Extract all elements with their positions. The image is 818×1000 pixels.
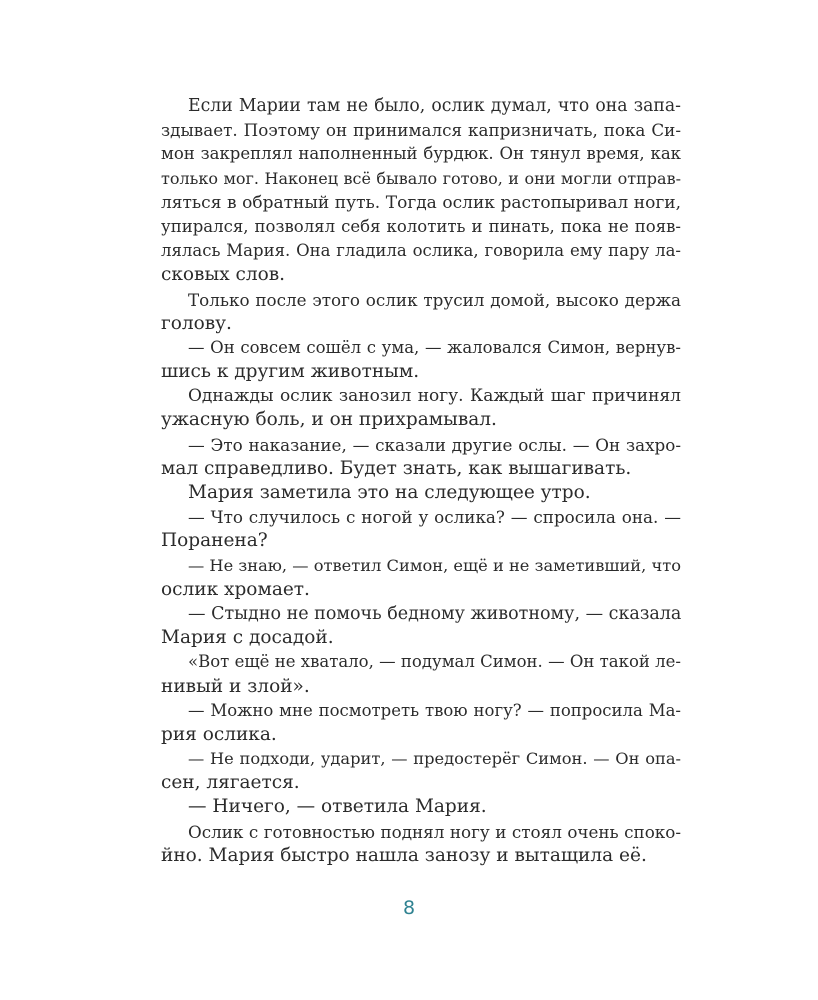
text-line: Мария заметила это на следующее утро. bbox=[188, 482, 591, 503]
text-line: ляться в обратный путь. Тогда ослик растопыривал ноги, bbox=[161, 192, 681, 213]
text-line: шись к другим животным. bbox=[161, 361, 420, 383]
text-line: сковых слов. bbox=[161, 264, 286, 286]
text-line: «Вот ещё не хватало, — подумал Симон. — Он такой ле- bbox=[188, 652, 681, 672]
text-line: — Это наказание, — сказали другие ослы. — Он захро- bbox=[188, 434, 681, 455]
text-line: мон закреплял наполненный бурдюк. Он тянул время, как bbox=[161, 144, 681, 164]
text-line: — Стыдно не помочь бедному животному, — сказала bbox=[188, 603, 682, 624]
text-line: ужасную боль, и он прихрамывал. bbox=[161, 409, 497, 431]
text-line: только мог. Наконец всё бывало готово, и они могли отправ- bbox=[161, 168, 681, 188]
text-line: лялась Мария. Она гладила ослика, говорила ему пару ла- bbox=[161, 241, 681, 261]
text-line: Ослик с готовностью поднял ногу и стоял очень споко- bbox=[188, 821, 681, 842]
text-line: Мария с досадой. bbox=[161, 627, 334, 649]
text-line: Поранена? bbox=[161, 530, 268, 552]
text-line: — Не знаю, — ответил Симон, ещё и не заметивший, что bbox=[188, 555, 681, 575]
page-number: 8 bbox=[402, 897, 416, 919]
text-line: — Можно мне посмотреть твою ногу? — попросила Ма- bbox=[188, 700, 681, 720]
text-line: рия ослика. bbox=[161, 723, 277, 745]
text-line: здывает. Поэтому он принимался капризничать, пока Си- bbox=[161, 120, 681, 141]
text-line: нивый и злой». bbox=[161, 675, 310, 697]
body-text bbox=[161, 94, 681, 868]
text-line: упирался, позволял себя колотить и пинать, пока не появ- bbox=[161, 216, 681, 236]
text-line: — Не подходи, ударит, — предостерёг Симон. — Он опа- bbox=[188, 749, 681, 769]
text-line: голову. bbox=[161, 312, 232, 334]
text-line: — Ничего, — ответила Мария. bbox=[188, 796, 487, 818]
text-line: мал справедливо. Будет знать, как вышагивать. bbox=[161, 457, 632, 479]
text-line: Только после этого ослик трусил домой, высоко держа bbox=[188, 289, 681, 310]
text-line: Однажды ослик занозил ногу. Каждый шаг причинял bbox=[188, 386, 681, 407]
text-line: Если Марии там не было, ослик думал, что она запа- bbox=[188, 96, 681, 116]
text-line: ослик хромает. bbox=[161, 578, 310, 600]
text-line: — Он совсем сошёл с ума, — жаловался Симон, вернув- bbox=[188, 337, 681, 357]
text-line: сен, лягается. bbox=[161, 772, 300, 794]
text-line: йно. Мария быстро нашла занозу и вытащила её. bbox=[161, 844, 647, 866]
text-line: — Что случилось с ногой у ослика? — спросила она. — bbox=[188, 507, 681, 528]
